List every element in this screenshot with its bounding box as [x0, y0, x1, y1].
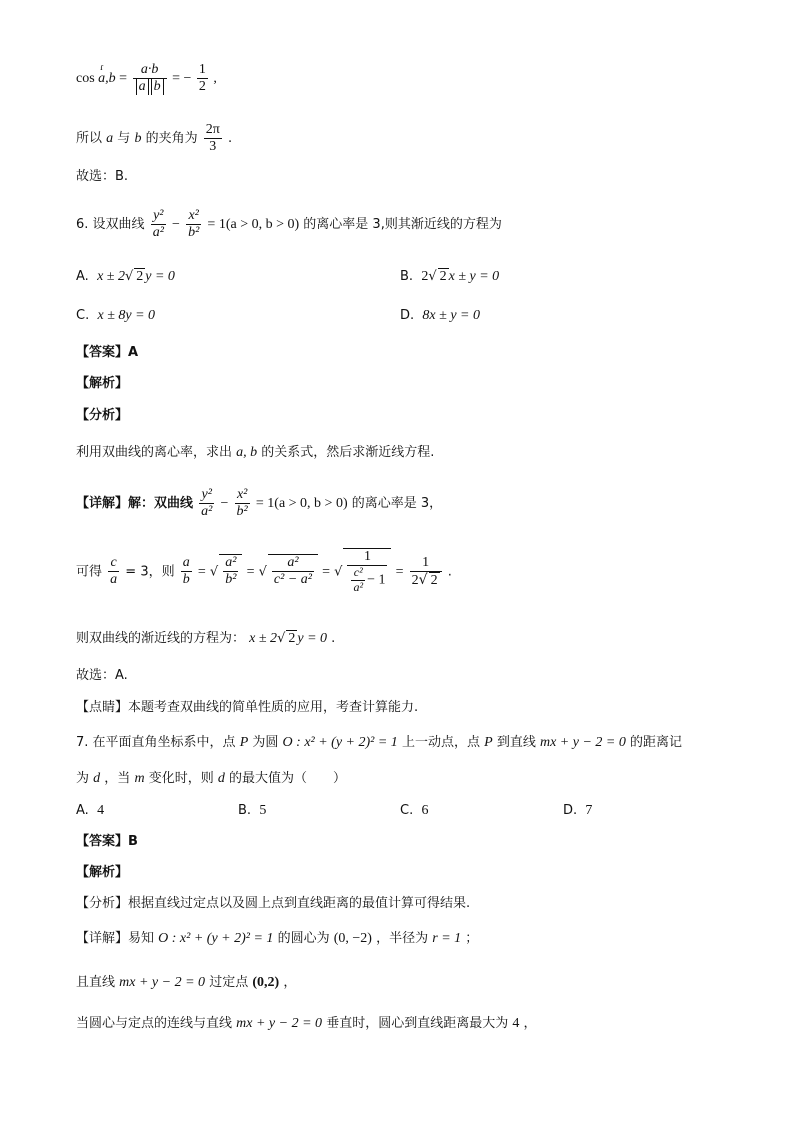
q6-option-c-text: x ± 8y = 0 [97, 308, 156, 323]
q6-option-a [76, 268, 175, 285]
q6-derive-ab-num: a [181, 555, 192, 572]
q7-answer: 【答案】B [76, 834, 138, 849]
q6-r1-frac [223, 555, 238, 588]
q7-option-d-letter: D. [563, 803, 578, 818]
prev-answer-line: 故选：B. [76, 169, 129, 184]
q6-fenxi-vars: a, b [236, 445, 258, 460]
angle-denominator: 3 [209, 139, 217, 155]
q6-r3-den [347, 566, 387, 595]
q6-derive-ab [181, 555, 192, 588]
q6-derivation [76, 548, 452, 595]
q6-r1-den: b² [225, 572, 237, 588]
q6-detail-prefix: 【详解】解：双曲线 [76, 496, 194, 512]
q6-derive-ab-den: b [182, 572, 190, 588]
q7-option-b-letter: B. [238, 803, 252, 818]
angle-mid: 与 [117, 131, 131, 147]
q6-detail-frac-y-den: a² [201, 504, 213, 520]
sqrt-icon: √ [428, 269, 437, 284]
angle-vec-b: b [134, 131, 142, 147]
q7-last-line [76, 1016, 537, 1033]
q6-condition: = 1(a > 0, b > 0) [207, 217, 300, 233]
q7-option-c-text: 6 [421, 803, 429, 818]
q7-fixed-prefix: 且直线 [76, 975, 116, 990]
q6-r3-inner [351, 566, 365, 595]
q6-asym-post: y = 0 [297, 631, 328, 646]
sqrt-icon: √ [258, 564, 267, 580]
q7-l2-a: 为 [76, 771, 90, 786]
q7-stem-line-1 [76, 735, 682, 752]
q6-r1-num: a² [223, 555, 238, 572]
q6-choose: 故选：A. [76, 668, 128, 683]
q6-option-d-text: 8x ± y = 0 [422, 308, 480, 323]
cos-fraction-denominator [133, 79, 167, 95]
q6-detail-frac-y-num: y² [199, 487, 214, 504]
q7-fenxi: 【分析】根据直线过定点以及圆上点到直线距离的最值计算可得结果. [76, 896, 471, 911]
q7-option-d [563, 803, 592, 819]
q6-detail-minus: − [220, 496, 229, 512]
q7-fixed-line-eq: mx + y − 2 = 0 [119, 975, 206, 990]
q7-l2-b: ，当 [104, 771, 131, 786]
q6-r2-num: a² [272, 555, 314, 572]
q7-l1-d: 到直线 [496, 735, 536, 750]
q6-derive-ca [108, 555, 119, 588]
angle-tail: . [227, 131, 233, 147]
q6-asym-rad: 2 [288, 631, 296, 646]
q6-derive-eq3: = 3，则 [125, 564, 175, 580]
abs-a: a [136, 79, 149, 95]
q7-l1-P2: P [484, 735, 493, 750]
q6-derive-a: a [110, 572, 118, 588]
q7-option-a-text: 4 [97, 803, 105, 818]
q6-option-a-post: y = 0 [145, 269, 175, 284]
q7-option-b-text: 5 [259, 803, 267, 818]
q7-fixed-mid: 过定点 [209, 975, 249, 990]
q6-r4 [410, 555, 442, 589]
q6-option-b-post: x ± y = 0 [448, 269, 500, 284]
q6-detail-frac-x-num: x² [235, 487, 250, 504]
q7-option-c-letter: C. [400, 803, 414, 818]
q6-option-d-letter: D. [400, 308, 415, 323]
q6-prefix: 6. 设双曲线 [76, 217, 145, 233]
q7-l2-e: 的最大值为（ ） [229, 771, 347, 786]
q6-r3 [343, 548, 391, 595]
cos-formula-line [76, 62, 217, 95]
q6-r3-frac [347, 549, 387, 595]
q7-l2-m: m [134, 771, 145, 786]
q7-detail-rval: r = 1 [432, 931, 462, 946]
cos-label: cos [76, 70, 95, 86]
q6-r3-minus: − 1 [367, 572, 386, 588]
q7-detail-mid: 的圆心为 [277, 931, 330, 946]
q7-last-line-eq: mx + y − 2 = 0 [236, 1016, 323, 1031]
q6-frac-y [151, 208, 166, 241]
q6-derive-prefix: 可得 [76, 564, 103, 580]
half-numerator: 1 [197, 62, 208, 79]
q7-l1-a: 7. 在平面直角坐标系中，点 [76, 735, 236, 750]
q6-r3-inner-den: a² [353, 579, 364, 594]
q6-option-c [76, 308, 155, 324]
q7-l2-d: d [93, 771, 101, 786]
q6-eq-2: = [246, 564, 255, 580]
q7-last-prefix: 当圆心与定点的连线与直线 [76, 1016, 233, 1031]
sqrt-icon: √ [124, 269, 134, 284]
q7-stem-line-2 [76, 771, 346, 788]
q7-last-val: 4 [512, 1016, 520, 1031]
q6-eq-4: = [395, 564, 404, 580]
q7-l1-circle: O : x² + (y + 2)² = 1 [282, 735, 398, 750]
angle-fraction [204, 122, 222, 155]
q6-detail-frac-y [199, 487, 214, 520]
cos-fraction [133, 62, 167, 95]
q6-detail-frac-x [235, 487, 250, 520]
q6-option-b [400, 268, 499, 285]
cos-equals-neg: = − [172, 70, 192, 86]
q6-jiexi: 【解析】 [76, 376, 129, 391]
q7-fixed-point: (0,2) [252, 975, 280, 990]
q6-eq-1: = [197, 564, 206, 580]
q6-derive-tail: . [447, 564, 452, 580]
q6-derive-c: c [108, 555, 119, 572]
q7-fixed-line [76, 975, 296, 992]
q7-fixed-tail: ， [283, 975, 297, 990]
q6-frac-x [186, 208, 201, 241]
q6-option-a-rad: 2 [136, 269, 144, 284]
angle-vec-a: a [106, 131, 114, 147]
q7-detail-circle: O : x² + (y + 2)² = 1 [158, 931, 274, 946]
q6-r3-inner-num: c² [351, 566, 365, 581]
sqrt-icon: √ [334, 564, 343, 580]
q6-fenxi: 【分析】 [76, 408, 129, 423]
q6-detail-frac-x-den: b² [236, 504, 248, 520]
cos-equals: = [119, 70, 128, 86]
q6-stem [76, 208, 502, 241]
q7-option-d-text: 7 [585, 803, 593, 818]
half-fraction [197, 62, 208, 95]
q6-option-c-letter: C. [76, 308, 90, 323]
q6-suffix: 的离心率是 3,则其渐近线的方程为 [303, 217, 502, 233]
q7-option-b [238, 803, 266, 819]
q7-option-a [76, 803, 104, 819]
half-denominator: 2 [198, 79, 206, 95]
angle-numerator: 2π [204, 122, 222, 139]
q6-option-b-rad: 2 [439, 269, 447, 284]
q6-frac-x-num: x² [186, 208, 201, 225]
q6-r1 [219, 554, 242, 588]
sqrt-icon: √ [209, 564, 219, 580]
q6-frac-y-den: a² [152, 225, 164, 241]
q7-l2-c: 变化时，则 [148, 771, 214, 786]
q6-option-a-letter: A. [76, 269, 89, 284]
q6-asym-prefix: 则双曲线的渐近线的方程为： [76, 631, 246, 646]
q6-r2-den: c² − a² [273, 572, 312, 588]
sqrt-icon: √ [277, 631, 286, 646]
q6-r4-num: 1 [410, 555, 442, 572]
q7-last-mid: 垂直时，圆心到直线距离最大为 [326, 1016, 509, 1031]
cos-fraction-numerator: a·b [133, 62, 167, 79]
q6-fenxi-text [76, 445, 434, 462]
q6-option-a-pre: x ± 2 [97, 269, 125, 284]
q7-l1-e: 的距离记 [630, 735, 683, 750]
q6-frac-x-den: b² [188, 225, 200, 241]
q6-r2-frac [272, 555, 314, 588]
q6-r2 [268, 554, 318, 588]
q6-minus: − [172, 217, 180, 233]
q6-frac-y-num: y² [151, 208, 166, 225]
q7-option-a-letter: A. [76, 803, 89, 818]
cos-args: ɾ a,b [98, 71, 116, 88]
q6-answer: 【答案】A [76, 345, 139, 360]
q6-asymptote [76, 630, 335, 648]
q7-l1-P: P [239, 735, 249, 750]
q6-r4-den-rad: 2 [430, 572, 438, 588]
q7-jiexi: 【解析】 [76, 865, 129, 880]
q7-detail-r: ，半径为 [376, 931, 429, 946]
q6-eq-3: = [322, 564, 331, 580]
angle-line [76, 122, 232, 155]
q6-r4-den [410, 572, 442, 589]
q7-option-c [400, 803, 428, 819]
q7-l2-d2: d [217, 771, 225, 786]
q7-detail-prefix: 【详解】易知 [76, 931, 155, 946]
q6-option-b-letter: B. [400, 269, 414, 284]
q7-detail-line [76, 931, 478, 948]
q6-dianjing: 【点睛】本题考查双曲线的简单性质的应用，考查计算能力. [76, 700, 419, 715]
q6-detail-cond: = 1(a > 0, b > 0) [255, 496, 348, 512]
angle-text: 的夹角为 [145, 131, 198, 147]
q6-r3-num: 1 [347, 549, 387, 566]
q6-asym-pre: x ± 2 [249, 631, 278, 646]
q6-fenxi-text-1: 利用双曲线的离心率，求出 [76, 445, 233, 460]
abs-b: b [151, 79, 164, 95]
q7-l1-line: mx + y − 2 = 0 [539, 735, 626, 750]
q6-asym-tail: . [331, 631, 336, 646]
q6-fenxi-text-2: 的关系式，然后求渐近线方程. [261, 445, 435, 460]
q7-l1-c: 上一动点，点 [401, 735, 480, 750]
q6-option-d [400, 308, 480, 324]
sqrt-icon: √ [418, 571, 428, 588]
q7-l1-b: 为圆 [252, 735, 279, 750]
cos-tail: , [213, 70, 217, 86]
q7-last-tail: ， [523, 1016, 537, 1031]
q6-r4-den-pre: 2 [411, 572, 419, 588]
q7-detail-tail: ； [465, 931, 479, 946]
angle-prefix: 所以 [76, 131, 103, 147]
q7-detail-center: (0, −2) [333, 931, 372, 946]
q6-detail-suffix: 的离心率是 3， [351, 496, 443, 512]
q6-detail-line [76, 487, 442, 520]
q6-option-b-pre: 2 [421, 269, 429, 284]
